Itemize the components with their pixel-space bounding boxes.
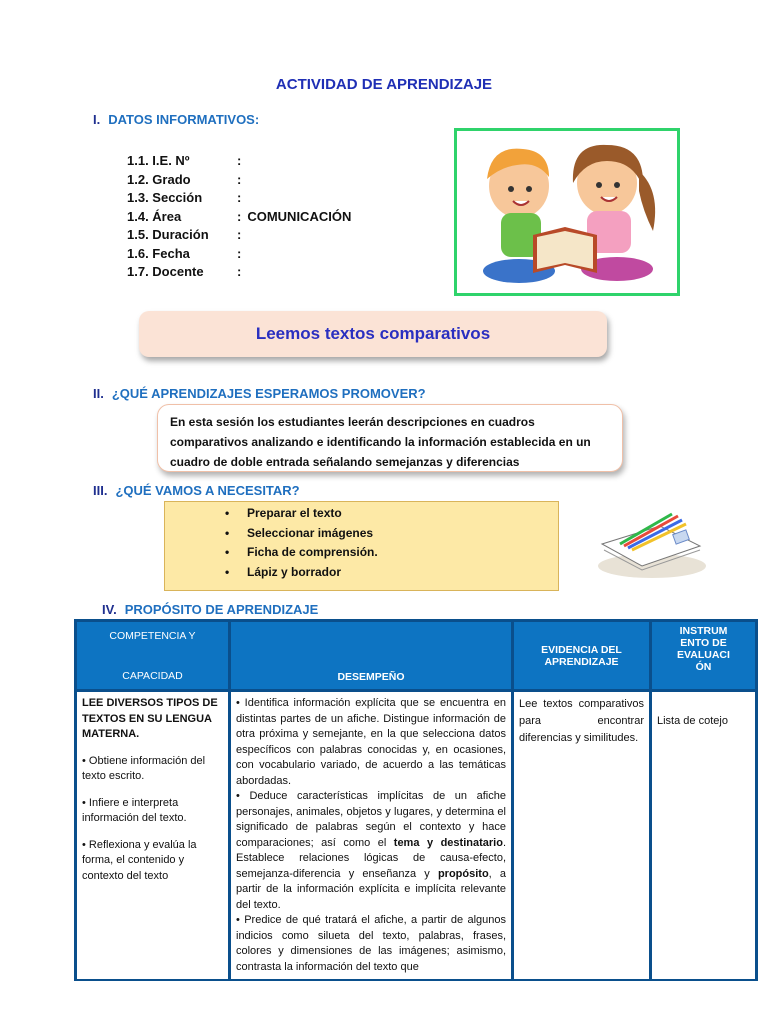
section-heading-promover [93, 386, 426, 401]
capacidad-item: • Reflexiona y evalúa la forma, el contenido y contexto del texto [82, 838, 197, 882]
datos-key: 1.5. Duración [127, 227, 209, 242]
header-text: CAPACIDAD [122, 669, 183, 682]
section-number: II. [93, 386, 104, 401]
capacidad-item: • Infiere e interpreta información del texto. [82, 796, 187, 824]
desempeno-item: • Predice de qué tratará el afiche, a partir de algunos indicios como silueta del texto, palabras, frases, colores y dimensiones de las imágenes; asimismo, contrasta la información del texto que [236, 914, 506, 973]
section-heading-necesitar [93, 483, 300, 498]
section-heading-proposito [102, 602, 318, 617]
section-label: ¿QUÉ APRENDIZAJES ESPERAMOS PROMOVER? [111, 386, 426, 401]
header-text: COMPETENCIA Y [109, 629, 196, 642]
datos-key: 1.2. Grado [127, 171, 191, 187]
notebook-pencils-image [590, 500, 710, 584]
desempeno-text: . Establece relaciones lógicas de causa-efecto, semejanza-diferencia y enseñanza y [236, 836, 506, 880]
header-competencia [76, 621, 230, 691]
notebook-pencils-illustration [590, 500, 710, 584]
competencia-cell [76, 691, 230, 981]
desempeno-item: • Identifica información explícita que se encuentra en distintas partes de un afiche. Distingue información de otra próxima y semejante, en la que selecciona datos específicos con palabras conocidas y, en ocasiones, con vocabulario variado, de acuerdo a las temáticas abordadas. [236, 697, 506, 787]
materials-box [164, 501, 559, 591]
table-row [76, 691, 757, 981]
section-number: III. [93, 483, 108, 498]
section-label: ¿QUÉ VAMOS A NECESITAR? [115, 483, 300, 498]
datos-row [127, 189, 351, 208]
datos-informativos-list [127, 152, 351, 282]
header-desempeno [230, 621, 513, 691]
header-instrumento [651, 621, 757, 691]
datos-colon: : [237, 171, 242, 187]
datos-colon: : [237, 190, 242, 205]
desempeno-cell [230, 691, 513, 981]
section-number: I. [93, 112, 101, 127]
children-reading-illustration [454, 128, 680, 296]
datos-colon: : [237, 227, 242, 242]
section-label: PROPÓSITO DE APRENDIZAJE [124, 602, 319, 617]
competencia-title: LEE DIVERSOS TIPOS DE TEXTOS EN SU LENGUA MATERNA. [82, 697, 218, 740]
datos-key: 1.4. Área [127, 208, 182, 224]
children-reading-image [457, 131, 677, 293]
header-text: ENTO DE [680, 637, 727, 649]
datos-colon: : [237, 153, 242, 168]
desempeno-text: • Deduce características implícitas de un afiche personajes, animales, objetos y lugares, y determina el significado de palabras según el contexto y hace comparaciones; así como el [236, 790, 506, 849]
table-header-row [76, 621, 757, 691]
datos-row [127, 152, 351, 171]
header-text: EVIDENCIA DEL [541, 643, 622, 656]
list-item: • Ficha de comprensión. [247, 543, 558, 563]
list-item: • Seleccionar imágenes [247, 524, 558, 544]
header-text: INSTRUM [679, 625, 728, 637]
section-number: IV. [102, 602, 117, 617]
lesson-title-banner: Leemos textos comparativos [139, 311, 607, 357]
section-label: DATOS INFORMATIVOS: [108, 112, 260, 127]
capacidad-item: • Obtiene información del texto escrito. [82, 754, 206, 782]
instrumento-cell: Lista de cotejo [651, 691, 757, 981]
desempeno-bold-text: propósito [437, 867, 489, 880]
datos-row [127, 171, 351, 190]
page-title: ACTIVIDAD DE APRENDIZAJE [275, 76, 493, 93]
header-text: DESEMPEÑO [337, 671, 405, 683]
datos-key: 1.3. Sección [127, 190, 203, 205]
datos-row [127, 208, 351, 227]
header-evidencia [513, 621, 651, 691]
datos-row [127, 263, 351, 282]
desempeno-text: , a partir de la información explícita e implícita relevante del texto. [236, 867, 506, 911]
list-item: • Lápiz y borrador [247, 563, 558, 583]
datos-key: 1.6. Fecha [127, 245, 190, 261]
desempeno-bold-text: tema y destinatario [393, 836, 503, 849]
evidencia-cell: Lee textos comparativos para encontrar diferencias y similitudes. [513, 691, 651, 981]
datos-key: 1.1. I.E. Nº [127, 153, 190, 168]
section-heading-datos [93, 112, 259, 127]
list-item: • Preparar el texto [247, 504, 558, 524]
learning-expectation-box: En esta sesión los estudiantes leerán descripciones en cuadros comparativos analizando e identificando la información establecida en un cuadro de doble entrada señalando semejanzas y diferencias [157, 404, 623, 472]
datos-colon: : [237, 264, 242, 279]
datos-row [127, 226, 351, 245]
datos-key: 1.7. Docente [127, 264, 204, 279]
datos-colon: : [237, 245, 242, 261]
learning-purpose-table [74, 619, 758, 981]
materials-list [165, 504, 558, 582]
desempeno-item [236, 789, 506, 913]
header-text: EVALUACI [677, 649, 730, 661]
datos-value: COMUNICACIÓN [247, 208, 352, 224]
datos-colon: : [237, 208, 242, 224]
datos-row [127, 245, 351, 264]
header-text: ÓN [695, 661, 712, 673]
header-text: APRENDIZAJE [544, 655, 619, 668]
